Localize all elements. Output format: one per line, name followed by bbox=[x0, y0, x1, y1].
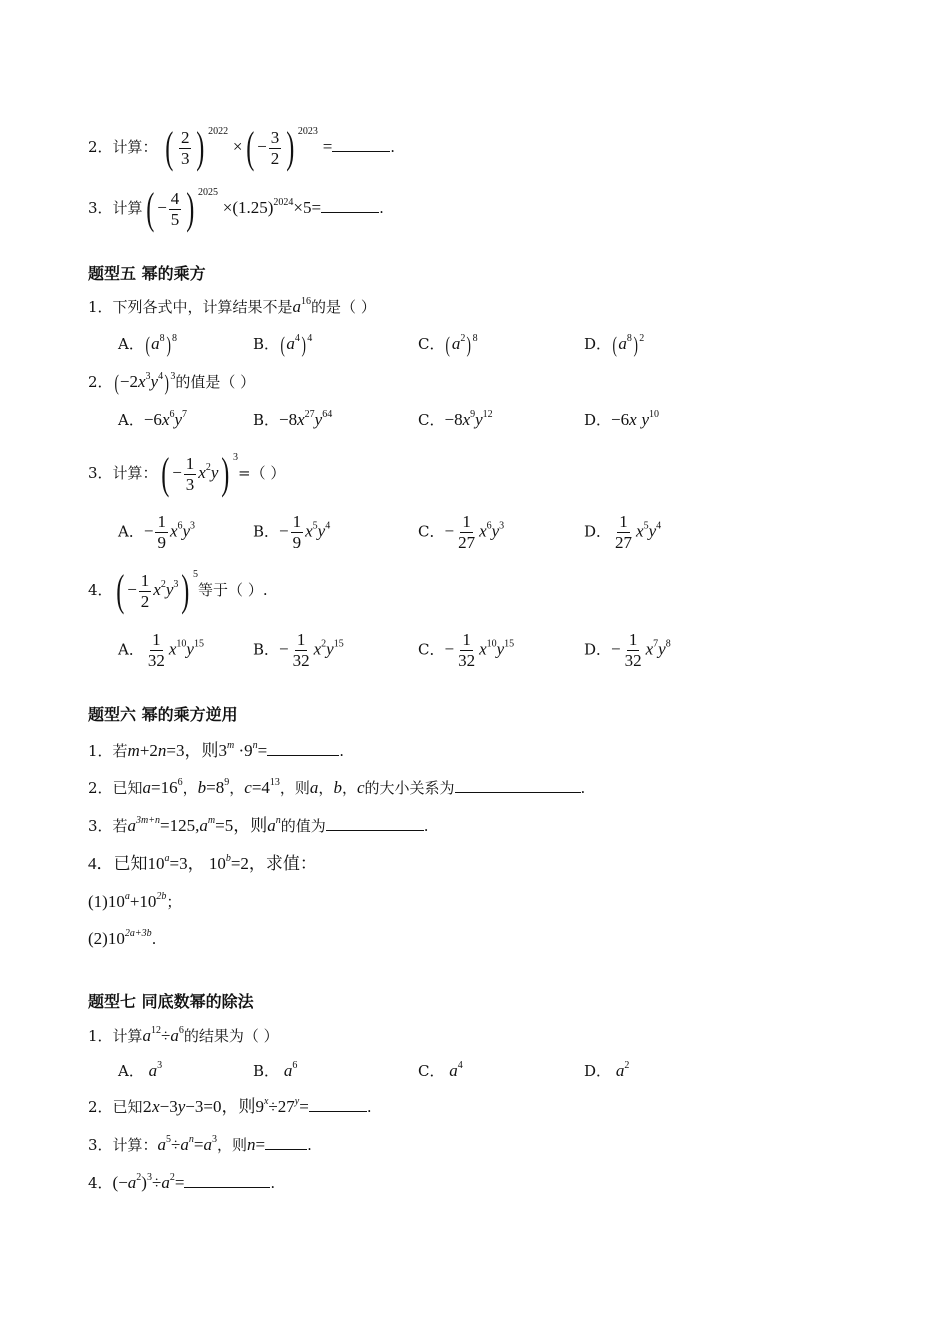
s5-q3-option-d[interactable]: D． $\frac{1}{27}$ $x^5y^4$ bbox=[584, 512, 662, 552]
answer-blank[interactable] bbox=[326, 816, 424, 831]
answer-blank[interactable] bbox=[267, 741, 339, 756]
s6-p1: $(1)10^a+10^{2b}$； bbox=[88, 891, 182, 911]
s7-q1-option-c[interactable]: C． $a^4$ bbox=[418, 1060, 463, 1080]
s5-q4: 4．( − $\frac{1}{2}$ $x^2y^3$) $^5$等于（ ）. bbox=[88, 566, 268, 615]
s5-q1-option-c[interactable]: C．$(a^2)^8$ bbox=[418, 332, 478, 357]
answer-blank[interactable] bbox=[265, 1135, 307, 1150]
s7-q1-option-d[interactable]: D． $a^2$ bbox=[584, 1060, 630, 1080]
answer-blank[interactable] bbox=[332, 137, 390, 152]
s5-q1-option-b[interactable]: B．$(a^4)^4$ bbox=[253, 332, 313, 357]
s5-q2-option-d[interactable]: D．−6x $y^{10}$ bbox=[584, 409, 659, 429]
section-title-5: 题型五 幂的乘方 bbox=[88, 264, 206, 283]
s5-q2-option-a[interactable]: A．$-6x^6y^7$ bbox=[118, 409, 188, 429]
section-title-7: 题型七 同底数幂的除法 bbox=[88, 992, 254, 1011]
section-title-6: 题型六 幂的乘方逆用 bbox=[88, 705, 238, 724]
s6-q1: 1．若m+2n=3，则$3^m \cdot 9^n=$ . bbox=[88, 740, 345, 760]
s5-q2-option-c[interactable]: C．$-8x^9y^{12}$ bbox=[418, 409, 493, 429]
answer-blank[interactable] bbox=[321, 198, 379, 213]
s6-q3: 3．若$a^{3m+n}=125,a^m=5$，则$a^n$的值为 . bbox=[88, 815, 429, 835]
q4-3-line: 3．计算( − $\frac{4}{5}$ ) $^{2025} \times(1.25)^{2024}\times 5=$ . bbox=[88, 184, 384, 233]
s7-q1: 1．计算$a^{12}\div a^6$的结果为（ ） bbox=[88, 1025, 279, 1045]
s7-q3: 3．计算：$a^5\div a^n=a^3$，则n= . bbox=[88, 1134, 312, 1154]
s5-q1: 1．下列各式中，计算结果不是$a^{16}$的是（ ） bbox=[88, 296, 376, 316]
s5-q3-option-c[interactable]: C．− $\frac{1}{27}$ $x^6y^3$ bbox=[418, 512, 505, 552]
s5-q2-option-b[interactable]: B．$-8x^{27}y^{64}$ bbox=[253, 409, 333, 429]
s7-q4: 4．$(-a^2)^3\div a^2=$ . bbox=[88, 1172, 276, 1192]
s5-q4-option-a[interactable]: A． $\frac{1}{32}$ $x^{10}y^{15}$ bbox=[118, 630, 204, 670]
answer-blank[interactable] bbox=[455, 778, 581, 793]
s6-p2: $(2)10^{2a+3b}$. bbox=[88, 928, 157, 948]
s5-q2: 2．$(-2x^3y^4)^3$的值是（ ） bbox=[88, 370, 256, 395]
s6-q2: 2．已知$a=16^6$，$b=8^9$，$c=4^{13}$，则a，b，c的大小关系为 . bbox=[88, 777, 586, 797]
s7-q1-option-a[interactable]: A． $a^3$ bbox=[118, 1060, 163, 1080]
s5-q4-option-b[interactable]: B．− $\frac{1}{32}$ $x^2y^{15}$ bbox=[253, 630, 344, 670]
s7-q2: 2．已知2x−3y−3=0，则$9^x\div 27^y=$ . bbox=[88, 1096, 372, 1116]
answer-blank[interactable] bbox=[309, 1097, 367, 1112]
s5-q3-option-b[interactable]: B．− $\frac{1}{9}$ $x^5y^4$ bbox=[253, 512, 331, 552]
s5-q3-option-a[interactable]: A．− $\frac{1}{9}$ $x^6y^3$ bbox=[118, 512, 196, 552]
s7-q1-option-b[interactable]: B． $a^6$ bbox=[253, 1060, 298, 1080]
s5-q3: 3．计算：( − $\frac{1}{3}$ $x^2y$) $^3$=（ ） bbox=[88, 449, 286, 498]
s5-q4-option-c[interactable]: C．− $\frac{1}{32}$ $x^{10}y^{15}$ bbox=[418, 630, 515, 670]
q4-2-line: 2．计算： ( $\frac{2}{3}$ ) $^{2022}$ ×( − $\frac{3}{2}$ ) $^{2023}$ = . bbox=[88, 123, 396, 172]
s5-q4-option-d[interactable]: D．− $\frac{1}{32}$ $x^7y^8$ bbox=[584, 630, 671, 670]
answer-blank[interactable] bbox=[184, 1173, 270, 1188]
s5-q1-option-a[interactable]: A．$(a^8)^8$ bbox=[118, 332, 177, 357]
s5-q1-option-d[interactable]: D．$(a^8)^2$ bbox=[584, 332, 645, 357]
s6-q4: 4．已知$10^a=3$， $10^b=2$，求值： bbox=[88, 853, 317, 873]
